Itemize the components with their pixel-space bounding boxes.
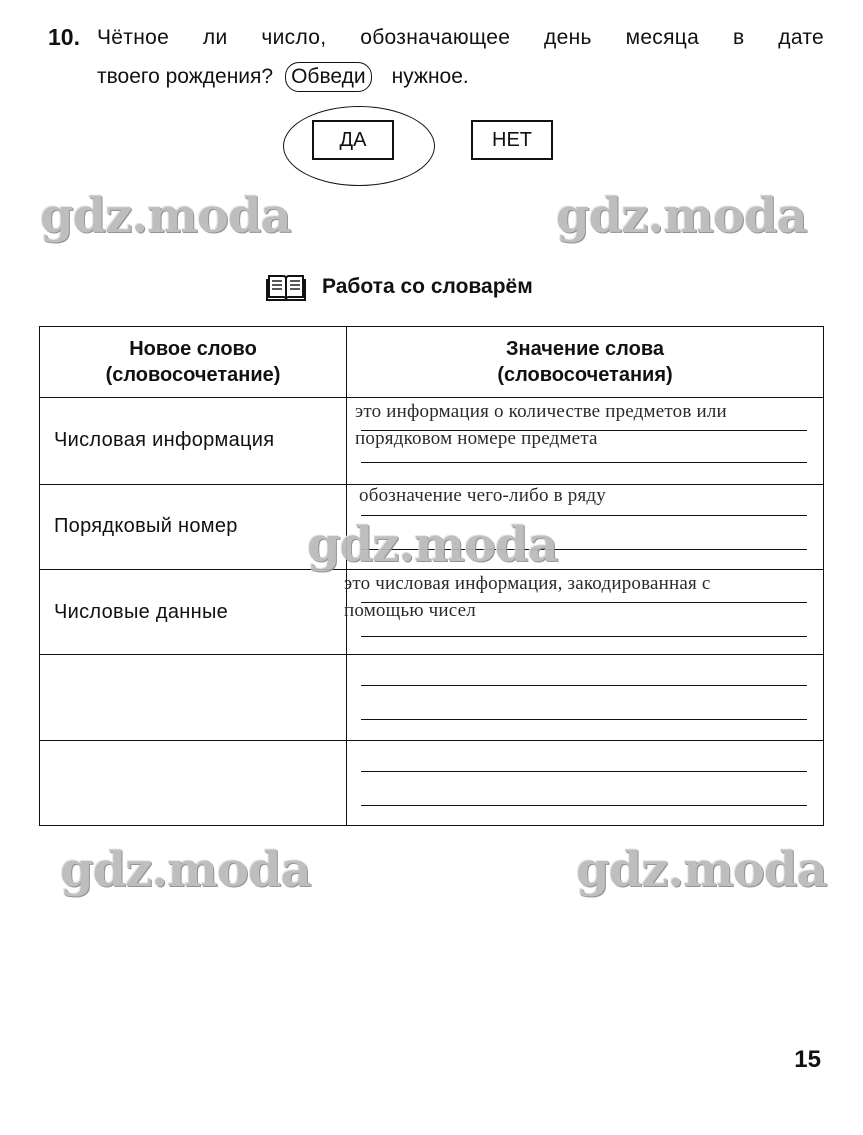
question-number: 10. (48, 24, 80, 50)
watermark: gdz.moda (576, 842, 827, 898)
writing-line (361, 685, 807, 686)
answer-option-no[interactable]: НЕТ (471, 120, 553, 160)
table-row (40, 398, 824, 484)
writing-line (361, 719, 807, 720)
section-title: Работа со словарём (322, 275, 533, 298)
table-row (40, 740, 824, 825)
question-text-line2 (97, 62, 469, 92)
meaning-cell[interactable] (344, 569, 824, 654)
table-header-row (40, 327, 824, 398)
question-prefix: твоего рождения? (97, 65, 274, 88)
handwritten-answer: это числовая информация, закодированная с (344, 572, 711, 594)
watermark: gdz.moda (40, 188, 291, 244)
handwritten-answer: помощью чисел (344, 599, 476, 621)
writing-line (361, 636, 807, 637)
term-cell (40, 740, 347, 825)
handwritten-answer: это информация о количестве предметов или (355, 401, 727, 423)
handwritten-answer: порядковом номере предмета (355, 428, 598, 450)
watermark: gdz.moda (307, 517, 558, 573)
header-line: Новое слово (129, 338, 257, 361)
header-line: (словосочетание) (105, 364, 281, 387)
writing-line (361, 462, 807, 463)
meaning-cell[interactable] (347, 740, 824, 825)
book-icon (266, 272, 306, 302)
question-word: ли (202, 26, 228, 49)
page-number: 15 (794, 1046, 821, 1073)
watermark: gdz.moda (556, 188, 807, 244)
watermark: gdz.moda (60, 842, 311, 898)
question-word: месяца (625, 26, 700, 49)
term-cell (40, 655, 347, 740)
handwritten-answer: обозначение чего-либо в ряду (359, 484, 606, 506)
meaning-cell[interactable] (347, 398, 824, 484)
writing-line (361, 805, 807, 806)
question-word: дате (778, 26, 824, 49)
meaning-cell[interactable] (347, 655, 824, 740)
header-new-word (40, 327, 347, 398)
dictionary-table (39, 326, 824, 826)
circled-instruction-word: Обведи (285, 62, 371, 92)
term-cell: Числовая информация (40, 398, 347, 484)
question-word: в (732, 26, 745, 49)
table-row (40, 655, 824, 740)
question-text-line1 (97, 26, 824, 50)
question-word: обозначающее (360, 26, 511, 49)
question-word: Чётное (97, 26, 170, 49)
writing-line (361, 771, 807, 772)
header-meaning (347, 327, 824, 398)
section-header (266, 272, 533, 302)
question-word: число, (261, 26, 327, 49)
table-row (40, 569, 824, 654)
header-line: (словосочетания) (497, 364, 673, 387)
header-line: Значение слова (506, 338, 664, 361)
answer-option-yes[interactable]: ДА (312, 120, 394, 160)
question-suffix: нужное. (391, 65, 469, 88)
term-cell: Числовые данные (40, 569, 347, 654)
term-cell: Порядковый номер (40, 484, 347, 569)
writing-line (361, 515, 807, 516)
question-word: день (544, 26, 592, 49)
